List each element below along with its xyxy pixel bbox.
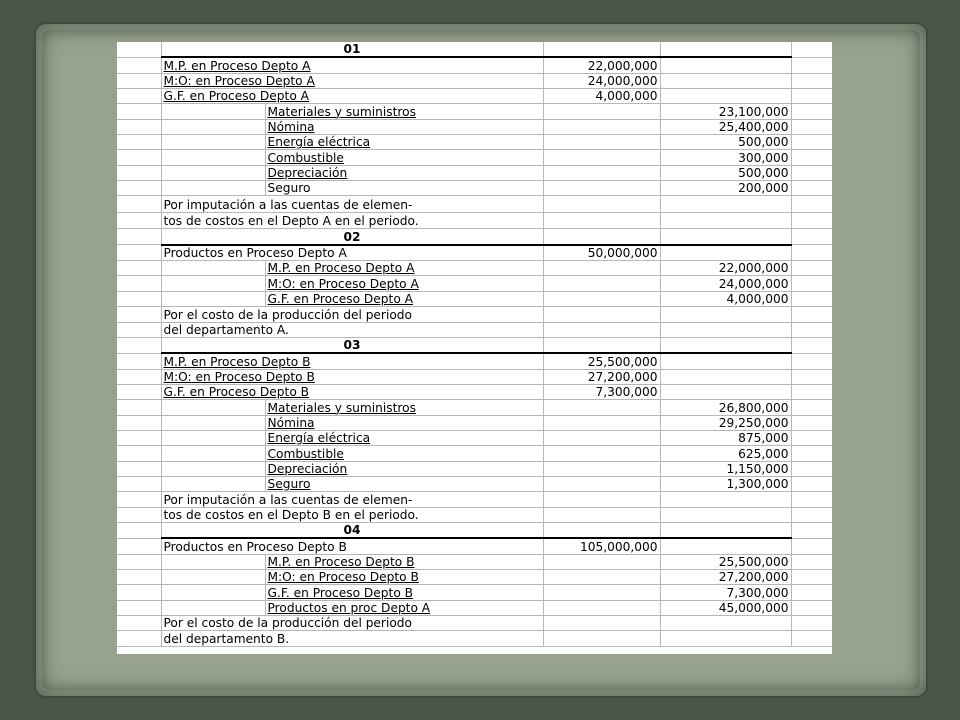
credit-account: M.P. en Proceso Depto A	[265, 261, 543, 276]
debit-amount: 27,200,000	[543, 369, 660, 384]
memo-line: Por imputación a las cuentas de elemen-	[161, 196, 543, 213]
debit-amount: 4,000,000	[543, 89, 660, 104]
memo-line: tos de costos en el Depto B en el periodo.	[161, 507, 543, 522]
credit-row	[117, 165, 832, 180]
credit-amount: 45,000,000	[660, 600, 791, 615]
credit-account: Combustible	[265, 150, 543, 165]
debit-row	[117, 89, 832, 104]
credit-row	[117, 554, 832, 569]
debit-row	[117, 384, 832, 399]
credit-account: G.F. en Proceso Depto B	[265, 585, 543, 600]
debit-amount: 25,500,000	[543, 353, 660, 369]
entry-header-row	[117, 522, 832, 538]
credit-account: M:O: en Proceso Depto B	[265, 570, 543, 585]
credit-row	[117, 291, 832, 306]
debit-account: M.P. en Proceso Depto B	[161, 353, 543, 369]
memo-row	[117, 507, 832, 522]
debit-account: Productos en Proceso Depto B	[161, 538, 543, 554]
credit-row	[117, 400, 832, 415]
credit-account: Seguro	[265, 476, 543, 491]
memo-row	[117, 616, 832, 631]
memo-line: del departamento B.	[161, 631, 543, 646]
debit-amount: 24,000,000	[543, 73, 660, 88]
credit-row	[117, 181, 832, 196]
credit-row	[117, 600, 832, 615]
credit-row	[117, 476, 832, 491]
credit-account: G.F. en Proceso Depto A	[265, 291, 543, 306]
debit-row	[117, 57, 832, 73]
journal-table	[117, 42, 832, 647]
spreadsheet	[117, 42, 832, 654]
credit-amount: 25,500,000	[660, 554, 791, 569]
credit-row	[117, 430, 832, 445]
memo-line: tos de costos en el Depto A en el periodo.	[161, 212, 543, 229]
credit-account: Combustible	[265, 446, 543, 461]
credit-account: Nómina	[265, 415, 543, 430]
memo-row	[117, 631, 832, 646]
credit-amount: 500,000	[660, 165, 791, 180]
credit-account: Materiales y suministros	[265, 104, 543, 119]
debit-row	[117, 73, 832, 88]
credit-row	[117, 415, 832, 430]
debit-row	[117, 245, 832, 261]
debit-account: Productos en Proceso Depto A	[161, 245, 543, 261]
credit-amount: 1,300,000	[660, 476, 791, 491]
debit-row	[117, 538, 832, 554]
credit-row	[117, 150, 832, 165]
credit-row	[117, 261, 832, 276]
entry-header-row	[117, 42, 832, 57]
debit-amount: 105,000,000	[543, 538, 660, 554]
debit-account: M:O: en Proceso Depto B	[161, 369, 543, 384]
credit-row	[117, 135, 832, 150]
credit-account: M:O: en Proceso Depto A	[265, 276, 543, 291]
credit-row	[117, 585, 832, 600]
credit-amount: 25,400,000	[660, 119, 791, 134]
debit-amount: 7,300,000	[543, 384, 660, 399]
credit-row	[117, 104, 832, 119]
entry-header-row	[117, 229, 832, 245]
credit-amount: 26,800,000	[660, 400, 791, 415]
debit-account: M.P. en Proceso Depto A	[161, 57, 543, 73]
memo-row	[117, 212, 832, 229]
memo-row	[117, 492, 832, 507]
memo-line: del departamento A.	[161, 322, 543, 337]
memo-line: Por el costo de la producción del periodo	[161, 307, 543, 322]
credit-amount: 625,000	[660, 446, 791, 461]
memo-line: Por el costo de la producción del periodo	[161, 616, 543, 631]
credit-amount: 7,300,000	[660, 585, 791, 600]
credit-account: Energía eléctrica	[265, 430, 543, 445]
memo-row	[117, 196, 832, 213]
credit-amount: 24,000,000	[660, 276, 791, 291]
credit-account: Seguro	[265, 181, 543, 196]
credit-amount: 27,200,000	[660, 570, 791, 585]
credit-account: Materiales y suministros	[265, 400, 543, 415]
credit-account: M.P. en Proceso Depto B	[265, 554, 543, 569]
credit-amount: 4,000,000	[660, 291, 791, 306]
credit-account: Depreciación	[265, 165, 543, 180]
memo-row	[117, 322, 832, 337]
entry-number: 01	[161, 42, 543, 57]
debit-row	[117, 353, 832, 369]
credit-amount: 22,000,000	[660, 261, 791, 276]
credit-amount: 875,000	[660, 430, 791, 445]
credit-account: Productos en proc Depto A	[265, 600, 543, 615]
credit-amount: 300,000	[660, 150, 791, 165]
memo-line: Por imputación a las cuentas de elemen-	[161, 492, 543, 507]
credit-amount: 1,150,000	[660, 461, 791, 476]
debit-row	[117, 369, 832, 384]
credit-row	[117, 461, 832, 476]
entry-header-row	[117, 337, 832, 353]
debit-amount: 22,000,000	[543, 57, 660, 73]
entry-number: 02	[161, 229, 543, 245]
entry-number: 03	[161, 337, 543, 353]
credit-account: Depreciación	[265, 461, 543, 476]
credit-amount: 29,250,000	[660, 415, 791, 430]
debit-account: G.F. en Proceso Depto A	[161, 89, 543, 104]
credit-amount: 500,000	[660, 135, 791, 150]
credit-account: Nómina	[265, 119, 543, 134]
credit-amount: 200,000	[660, 181, 791, 196]
credit-row	[117, 119, 832, 134]
debit-account: G.F. en Proceso Depto B	[161, 384, 543, 399]
debit-account: M:O: en Proceso Depto A	[161, 73, 543, 88]
debit-amount: 50,000,000	[543, 245, 660, 261]
memo-row	[117, 307, 832, 322]
credit-account: Energía eléctrica	[265, 135, 543, 150]
credit-row	[117, 570, 832, 585]
credit-row	[117, 446, 832, 461]
credit-amount: 23,100,000	[660, 104, 791, 119]
entry-number: 04	[161, 522, 543, 538]
credit-row	[117, 276, 832, 291]
